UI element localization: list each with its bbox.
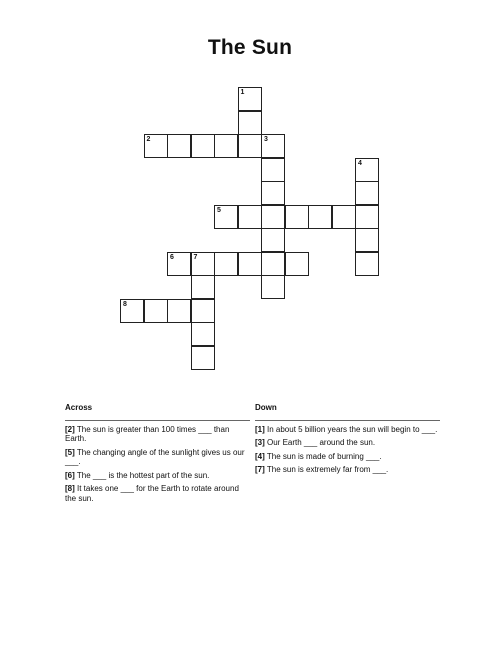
grid-cell[interactable] xyxy=(238,134,262,158)
grid-cell[interactable] xyxy=(214,205,238,229)
grid-cell[interactable] xyxy=(191,252,215,276)
clue-text: The sun is greater than 100 times ___ than Earth. xyxy=(65,424,230,443)
cell-number: 8 xyxy=(123,300,127,308)
grid-cell[interactable] xyxy=(191,299,215,323)
grid-cell[interactable] xyxy=(167,134,191,158)
cell-number: 7 xyxy=(193,253,198,261)
grid-cell[interactable] xyxy=(167,252,191,276)
grid-cell[interactable] xyxy=(167,299,191,323)
across-clue xyxy=(65,448,250,467)
down-clue xyxy=(255,465,440,475)
cell-number: 4 xyxy=(358,159,362,167)
grid-cell[interactable] xyxy=(261,134,285,158)
across-clue xyxy=(65,471,250,481)
grid-cell[interactable] xyxy=(261,228,285,252)
clue-number: [5] xyxy=(65,447,75,457)
grid-cell[interactable] xyxy=(238,252,262,276)
grid-cell[interactable] xyxy=(191,134,215,158)
grid-cell[interactable] xyxy=(355,205,379,229)
cell-number: 1 xyxy=(240,89,245,96)
puzzle-title: The Sun xyxy=(207,36,293,59)
across-clues xyxy=(65,403,250,507)
across-clue-list xyxy=(65,420,250,504)
grid-cell[interactable] xyxy=(285,252,309,276)
cell-number: 5 xyxy=(217,206,221,214)
cell-number: 2 xyxy=(146,136,151,143)
clue-text: The sun is extremely far from ___. xyxy=(264,465,389,474)
clue-text: The changing angle of the sunlight gives us our ___. xyxy=(65,447,245,466)
grid-cell[interactable] xyxy=(144,299,168,323)
grid-cell[interactable] xyxy=(144,134,168,158)
clue-text: The sun is made of burning ___. xyxy=(264,451,382,461)
grid-cell[interactable] xyxy=(191,346,215,370)
clue-number: [3] xyxy=(255,438,265,447)
clue-number: [1] xyxy=(255,424,265,434)
across-clue xyxy=(65,425,250,444)
grid-cell[interactable] xyxy=(355,158,379,182)
down-heading: Down xyxy=(255,403,277,412)
grid-cell[interactable] xyxy=(308,205,332,229)
clue-text: It takes one ___ for the Earth to rotate around the sun. xyxy=(65,484,239,503)
grid-cell[interactable] xyxy=(285,205,309,229)
down-clue xyxy=(255,452,440,462)
grid-cell[interactable] xyxy=(214,134,238,158)
down-clue-list xyxy=(255,420,440,475)
grid-cell[interactable] xyxy=(261,158,285,182)
clue-number: [4] xyxy=(255,451,265,461)
grid-cell[interactable] xyxy=(332,205,356,229)
grid-cell[interactable] xyxy=(238,205,262,229)
grid-cell[interactable] xyxy=(261,181,285,205)
down-clues xyxy=(255,403,440,479)
across-clue xyxy=(65,484,250,503)
across-heading: Across xyxy=(65,403,93,412)
clue-text: The ___ is the hottest part of the sun. xyxy=(74,470,210,480)
grid-cell[interactable] xyxy=(355,181,379,205)
grid-cell[interactable] xyxy=(120,299,144,323)
grid-cell[interactable] xyxy=(214,252,238,276)
grid-cell[interactable] xyxy=(238,87,262,111)
grid-cell[interactable] xyxy=(238,111,262,135)
grid-cell[interactable] xyxy=(261,205,285,229)
down-clue xyxy=(255,438,440,448)
down-clue xyxy=(255,425,440,435)
cell-number: 3 xyxy=(264,136,268,143)
clue-text: In about 5 billion years the sun will begin to ___. xyxy=(264,424,438,434)
grid-cell[interactable] xyxy=(355,228,379,252)
clue-number: [7] xyxy=(255,465,265,474)
grid-cell[interactable] xyxy=(191,322,215,346)
clue-number: [6] xyxy=(65,470,75,480)
cell-number: 6 xyxy=(170,253,174,261)
clue-number: [2] xyxy=(65,424,75,434)
clue-text: Our Earth ___ around the sun. xyxy=(264,438,376,447)
grid-cell[interactable] xyxy=(261,252,285,276)
grid-cell[interactable] xyxy=(191,275,215,299)
grid-cell[interactable] xyxy=(355,252,379,276)
grid-cell[interactable] xyxy=(261,275,285,299)
clue-number: [8] xyxy=(65,484,75,493)
